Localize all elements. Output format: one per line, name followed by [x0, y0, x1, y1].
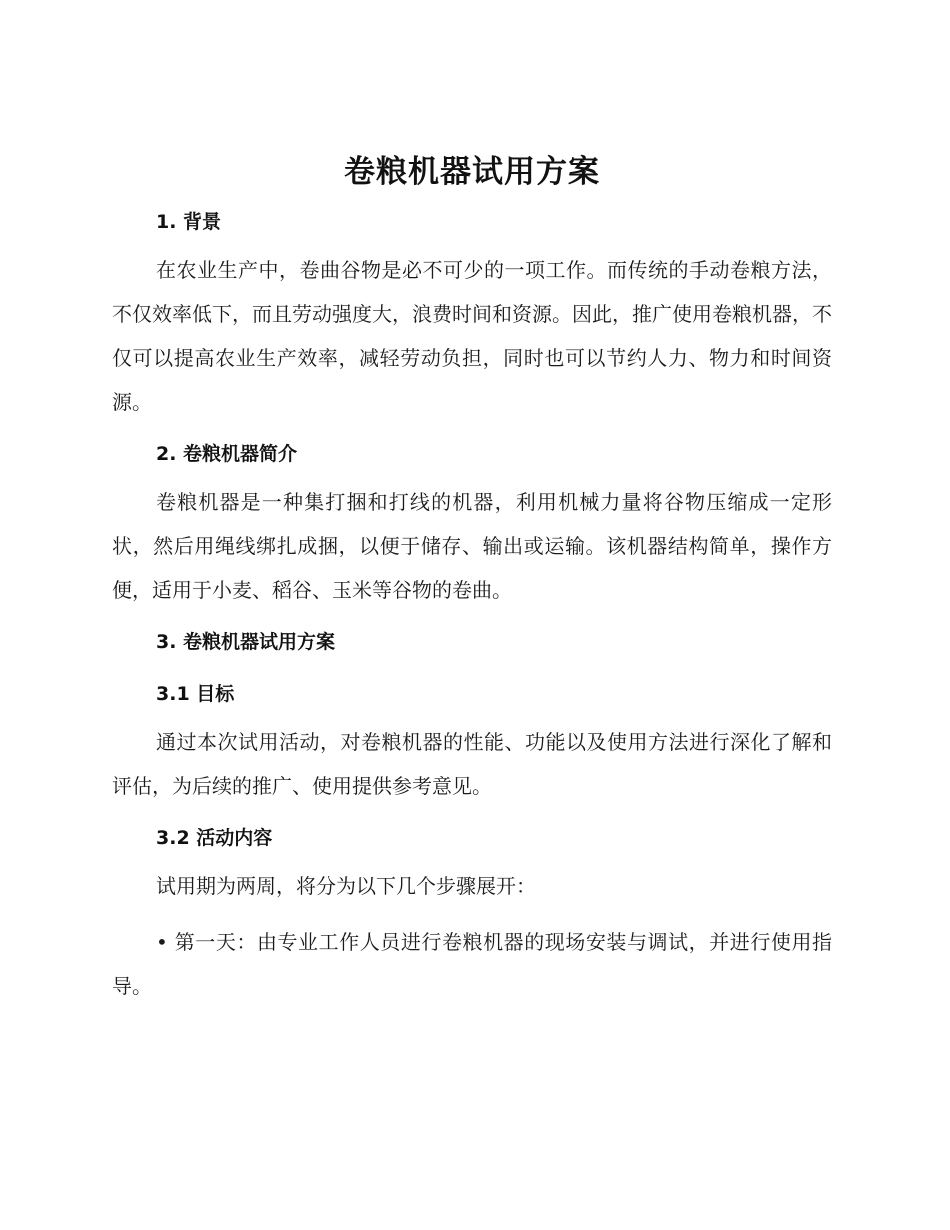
section-heading-goal: 3.1 目标 [156, 683, 235, 705]
section-heading-trial-plan: 3. 卷粮机器试用方案 [156, 631, 336, 653]
paragraph-goal: 通过本次试用活动，对卷粮机器的性能、功能以及使用方法进行深化了解和评估，为后续的推广、使用提供参考意见。 [112, 730, 832, 798]
section-heading-introduction: 2. 卷粮机器简介 [156, 443, 298, 465]
section-heading-background: 1. 背景 [156, 211, 222, 233]
paragraph-background: 在农业生产中，卷曲谷物是必不可少的一项工作。而传统的手动卷粮方法，不仅效率低下，而且劳动强度大，浪费时间和资源。因此，推广使用卷粮机器，不仅可以提高农业生产效率，减轻劳动负担，同时也可以节约人力、物力和时间资源。 [112, 258, 832, 414]
list-item-day-one: • 第一天：由专业工作人员进行卷粮机器的现场安装与调试，并进行使用指导。 [112, 930, 832, 998]
document-body [112, 140, 832, 1008]
paragraph-activity-intro: 试用期为两周，将分为以下几个步骤展开： [156, 874, 536, 898]
paragraph-introduction: 卷粮机器是一种集打捆和打线的机器，利用机械力量将谷物压缩成一定形状，然后用绳线绑扎成捆，以便于储存、输出或运输。该机器结构简单，操作方便，适用于小麦、稻谷、玉米等谷物的卷曲。 [112, 490, 832, 602]
section-heading-activity: 3.2 活动内容 [156, 827, 273, 849]
document-title: 卷粮机器试用方案 [344, 154, 600, 190]
